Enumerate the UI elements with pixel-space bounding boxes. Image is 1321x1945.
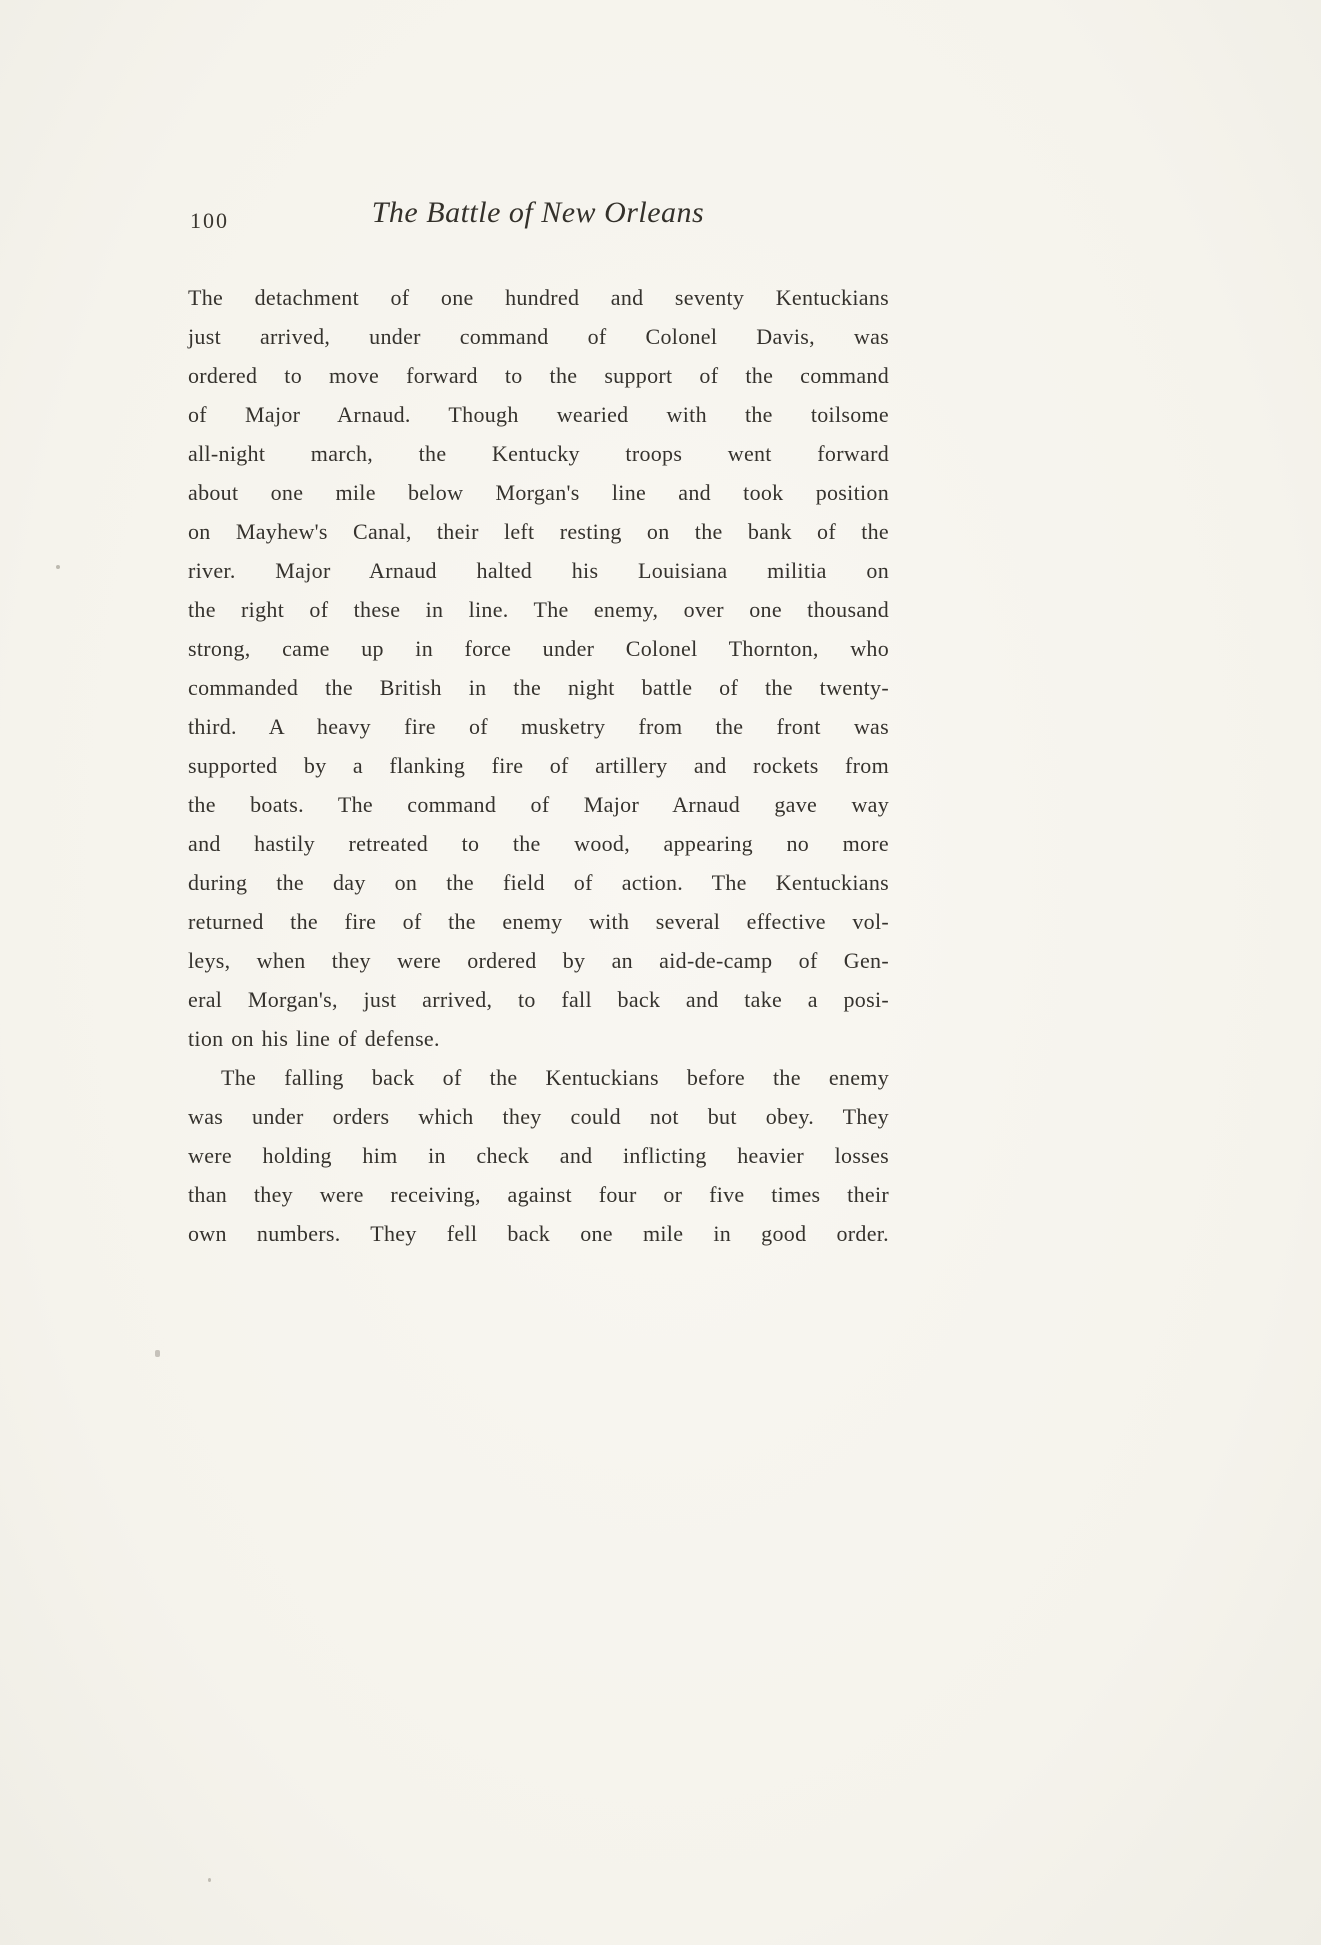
scan-artifact	[208, 1878, 211, 1882]
text-line: leys, when they were ordered by an aid-de-camp of Gen-	[188, 948, 889, 973]
text-line: the boats. The command of Major Arnaud gave way	[188, 792, 889, 817]
text-line: ordered to move forward to the support of the command	[188, 363, 889, 388]
text-line: than they were receiving, against four or five times their	[188, 1182, 889, 1207]
text-line: about one mile below Morgan's line and took position	[188, 480, 889, 505]
text-line: river. Major Arnaud halted his Louisiana militia on	[188, 558, 889, 583]
text-line: the right of these in line. The enemy, over one thousand	[188, 597, 889, 622]
text-line: eral Morgan's, just arrived, to fall back and take a posi-	[188, 987, 889, 1012]
text-line: The falling back of the Kentuckians before the enemy	[221, 1065, 889, 1090]
text-line: was under orders which they could not but obey. They	[188, 1104, 889, 1129]
text-line: on Mayhew's Canal, their left resting on the bank of the	[188, 519, 889, 544]
paragraph	[188, 1058, 889, 1253]
body-text	[188, 278, 889, 1253]
page-number: 100	[190, 208, 229, 233]
text-line: during the day on the field of action. The Kentuckians	[188, 870, 889, 895]
paragraph	[188, 278, 889, 1058]
scan-artifact	[56, 565, 60, 569]
text-line: were holding him in check and inflicting heavier losses	[188, 1143, 889, 1168]
text-line: returned the fire of the enemy with several effective vol-	[188, 909, 889, 934]
text-line: tion on his line of defense.	[188, 1026, 440, 1051]
text-line: all-night march, the Kentucky troops went forward	[188, 441, 889, 466]
text-line: supported by a flanking fire of artillery and rockets from	[188, 753, 889, 778]
text-line: commanded the British in the night battle of the twenty-	[188, 675, 889, 700]
running-title: The Battle of New Orleans	[371, 196, 705, 229]
text-line: of Major Arnaud. Though wearied with the toilsome	[188, 402, 889, 427]
text-line: third. A heavy fire of musketry from the front was	[188, 714, 889, 739]
scan-artifact	[155, 1350, 160, 1357]
text-line: own numbers. They fell back one mile in good order.	[188, 1221, 889, 1246]
page-header	[188, 196, 888, 240]
text-line: just arrived, under command of Colonel Davis, was	[188, 324, 889, 349]
text-line: strong, came up in force under Colonel Thornton, who	[188, 636, 889, 661]
text-line: and hastily retreated to the wood, appearing no more	[188, 831, 889, 856]
text-line: The detachment of one hundred and seventy Kentuckians	[188, 285, 889, 310]
